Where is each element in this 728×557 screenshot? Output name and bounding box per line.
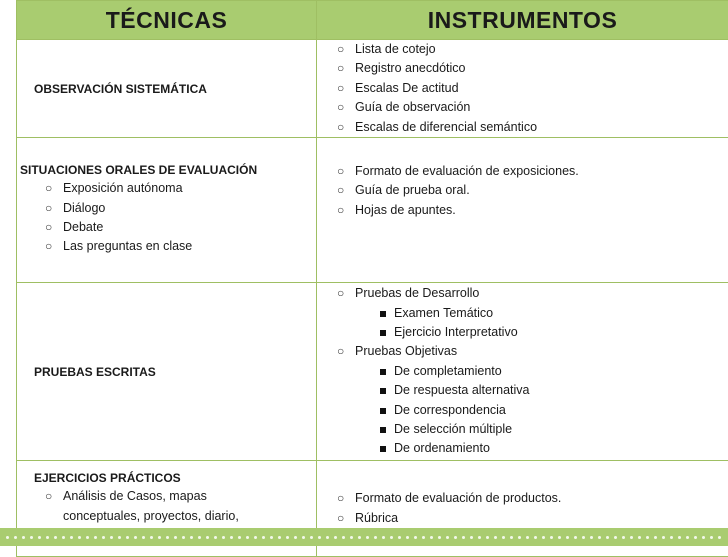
technique-subitems [20,179,316,257]
decorative-dot [166,536,169,539]
square-bullet-icon [380,388,386,394]
decorative-dot [198,536,201,539]
decorative-dot [462,536,465,539]
decorative-dot [78,536,81,539]
decorative-dot [694,536,697,539]
decorative-dot [158,536,161,539]
list-item: ○ Debate [20,218,316,237]
decorative-dot [126,536,129,539]
decorative-dot [662,536,665,539]
technique-label: OBSERVACIÓN SISTEMÁTICA [34,82,207,96]
hollow-circle-bullet-icon: ○ [337,98,344,117]
decorative-dot [654,536,657,539]
list-item: Ejercicio Interpretativo [333,323,728,342]
list-item: De selección múltiple [333,420,728,439]
instrument-list [333,342,728,361]
instrument-list [333,284,728,303]
instrument-sublist [333,362,728,459]
decorative-dot [526,536,529,539]
decorative-dot [318,536,321,539]
decorative-dot [422,536,425,539]
list-item: ○ Diálogo [20,199,316,218]
list-item: ○ Guía de observación [333,98,728,117]
decorative-dot [334,536,337,539]
decorative-dot [606,536,609,539]
instrument-list [333,489,728,528]
decorative-dot [46,536,49,539]
hollow-circle-bullet-icon: ○ [45,237,52,256]
decorative-dot [598,536,601,539]
list-item: ○ Lista de cotejo [333,40,728,59]
decorative-dot [510,536,513,539]
decorative-dot [574,536,577,539]
decorative-dot [566,536,569,539]
decorative-dot [14,536,17,539]
decorative-dot [150,536,153,539]
decorative-dot [478,536,481,539]
decorative-dot [446,536,449,539]
hollow-circle-bullet-icon: ○ [45,487,52,506]
decorative-dot [6,536,9,539]
table-row [17,40,728,138]
decorative-dot [222,536,225,539]
hollow-circle-bullet-icon: ○ [337,162,344,181]
list-item: ○ Las preguntas en clase [20,237,316,256]
decorative-dot [438,536,441,539]
technique-cell [17,283,317,461]
list-item: ○ Hojas de apuntes. [333,201,728,220]
decorative-dot [310,536,313,539]
decorative-dot [238,536,241,539]
techniques-table [16,0,728,557]
hollow-circle-bullet-icon: ○ [45,179,52,198]
hollow-circle-bullet-icon: ○ [337,201,344,220]
decorative-dot [182,536,185,539]
decorative-dot [278,536,281,539]
instrument-list [333,162,728,220]
decorative-dot [134,536,137,539]
decorative-dot [406,536,409,539]
list-item: ○ Exposición autónoma [20,179,316,198]
list-item: ○ Rúbrica [333,509,728,528]
decorative-dot [86,536,89,539]
square-bullet-icon [380,330,386,336]
square-bullet-icon [380,427,386,433]
header-instrumentos: INSTRUMENTOS [317,1,728,40]
decorative-dot [302,536,305,539]
decorative-dot [374,536,377,539]
decorative-dot [398,536,401,539]
decorative-dot [206,536,209,539]
table-row [17,138,728,283]
technique-label: SITUACIONES ORALES DE EVALUACIÓN [20,163,316,177]
instruments-cell [317,283,728,461]
decorative-dot [366,536,369,539]
decorative-dot [622,536,625,539]
hollow-circle-bullet-icon: ○ [337,40,344,59]
decorative-dot [246,536,249,539]
decorative-dot [670,536,673,539]
hollow-circle-bullet-icon: ○ [337,181,344,200]
header-tecnicas: TÉCNICAS [17,1,317,40]
decorative-dot [518,536,521,539]
hollow-circle-bullet-icon: ○ [337,489,344,508]
decorative-dot [262,536,265,539]
decorative-dot [294,536,297,539]
decorative-dot [646,536,649,539]
hollow-circle-bullet-icon: ○ [45,199,52,218]
list-item: ○ Pruebas de Desarrollo [333,284,728,303]
decorative-dot [494,536,497,539]
decorative-dot [718,536,721,539]
decorative-dot [94,536,97,539]
decorative-dot [62,536,65,539]
hollow-circle-bullet-icon: ○ [337,284,344,303]
instrument-sublist [333,304,728,343]
list-item: ○ Registro anecdótico [333,59,728,78]
decorative-dot [630,536,633,539]
list-item: De completamiento [333,362,728,381]
square-bullet-icon [380,369,386,375]
decorative-dot [102,536,105,539]
list-item: ○ Pruebas Objetivas [333,342,728,361]
decorative-dot [486,536,489,539]
list-item: De correspondencia [333,401,728,420]
decorative-dot [230,536,233,539]
list-item: Examen Temático [333,304,728,323]
decorative-dot [118,536,121,539]
decorative-dot [38,536,41,539]
decorative-dot [638,536,641,539]
decorative-dot [382,536,385,539]
instruments-cell [317,40,728,138]
decorative-dot [70,536,73,539]
decorative-dot [550,536,553,539]
hollow-circle-bullet-icon: ○ [45,218,52,237]
decorative-dot [54,536,57,539]
decorative-dot [350,536,353,539]
decorative-dot [454,536,457,539]
hollow-circle-bullet-icon: ○ [337,342,344,361]
decorative-dot [22,536,25,539]
list-item: ○ Escalas de diferencial semántico [333,118,728,137]
list-item: De respuesta alternativa [333,381,728,400]
list-item: De ordenamiento [333,439,728,458]
list-item: ○ Análisis de Casos, mapas conceptuales, proyectos, diario, [34,487,264,545]
footer-dotted-band [0,528,728,546]
decorative-dot [342,536,345,539]
decorative-dot [702,536,705,539]
technique-cell [17,40,317,138]
decorative-dot [254,536,257,539]
technique-label: PRUEBAS ESCRITAS [34,365,156,379]
instrument-list [333,40,728,137]
technique-label: EJERCICIOS PRÁCTICOS [34,471,316,485]
decorative-dot [110,536,113,539]
decorative-dot [214,536,217,539]
list-item: ○ Formato de evaluación de productos. [333,489,728,508]
instruments-cell [317,138,728,283]
decorative-dot [390,536,393,539]
list-item: ○ Escalas De actitud [333,79,728,98]
square-bullet-icon [380,311,386,317]
decorative-dot [190,536,193,539]
hollow-circle-bullet-icon: ○ [337,509,344,528]
decorative-dot [470,536,473,539]
decorative-dot [142,536,145,539]
square-bullet-icon [380,408,386,414]
decorative-dot [502,536,505,539]
hollow-circle-bullet-icon: ○ [337,79,344,98]
decorative-dot [710,536,713,539]
decorative-dot [558,536,561,539]
decorative-dot [270,536,273,539]
decorative-dot [174,536,177,539]
square-bullet-icon [380,446,386,452]
decorative-dot [678,536,681,539]
decorative-dot [582,536,585,539]
technique-cell [17,138,317,283]
table-header-row [17,1,728,40]
decorative-dot [590,536,593,539]
decorative-dot [286,536,289,539]
decorative-dot [534,536,537,539]
decorative-dot [358,536,361,539]
table-row [17,283,728,461]
decorative-dot [30,536,33,539]
decorative-dot [542,536,545,539]
decorative-dot [430,536,433,539]
decorative-dot [414,536,417,539]
list-item: ○ Formato de evaluación de exposiciones. [333,162,728,181]
decorative-dot [686,536,689,539]
hollow-circle-bullet-icon: ○ [337,59,344,78]
decorative-dot [326,536,329,539]
hollow-circle-bullet-icon: ○ [337,118,344,137]
decorative-dot [614,536,617,539]
list-item: ○ Guía de prueba oral. [333,181,728,200]
